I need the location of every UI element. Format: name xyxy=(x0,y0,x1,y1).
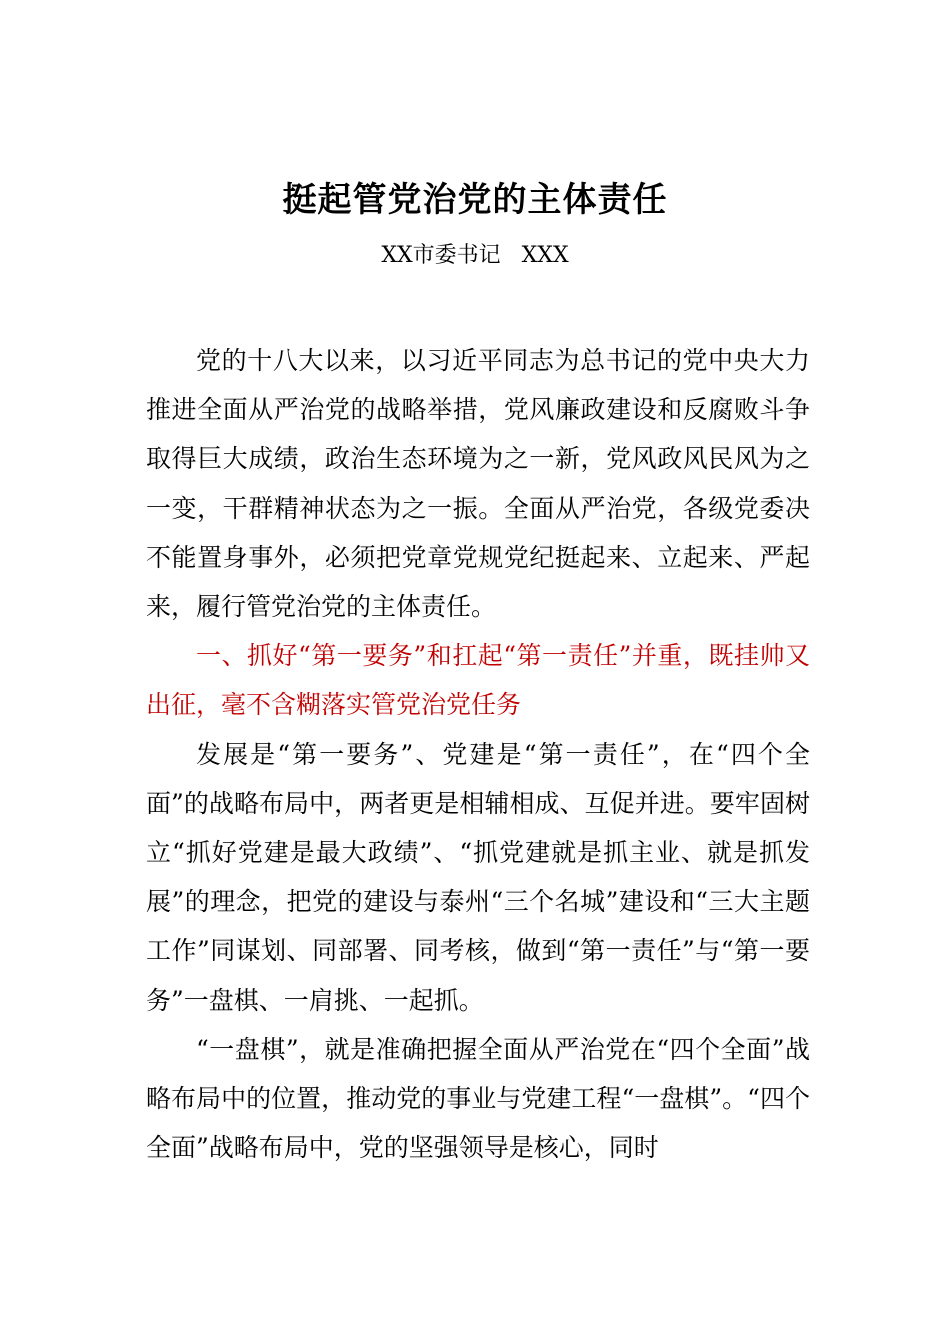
intro-paragraph: 党的十八大以来，以习近平同志为总书记的党中央大力推进全面从严治党的战略举措，党风廉政建设和反腐败斗争取得巨大成绩，政治生态环境为之一新，党风政风民风为之一变，干群精神状态为之一振。全面从严治党，各级党委决不能置身事外，必须把党章党规党纪挺起来、立起来、严起来，履行管党治党的主体责任。 xyxy=(146,346,810,622)
section-heading: 一、抓好“第一要务”和扛起“第一责任”并重，既挂帅又出征，毫不含糊落实管党治党任务 xyxy=(146,641,810,720)
document-body xyxy=(146,336,810,1172)
body-paragraph: 发展是“第一要务”、党建是“第一责任”，在“四个全面”的战略布局中，两者更是相辅相成、互促并进。要牢固树立“抓好党建是最大政绩”、“抓党建就是抓主业、就是抓发展”的理念，把党的建设与泰州“三个名城”建设和“三大主题工作”同谋划、同部署、同考核，做到“第一责任”与“第一要务”一盘棋、一肩挑、一起抓。 xyxy=(146,739,810,1015)
body-paragraph: “一盘棋”，就是准确把握全面从严治党在“四个全面”战略布局中的位置，推动党的事业与党建工程“一盘棋”。“四个全面”战略布局中，党的坚强领导是核心，同时 xyxy=(146,1034,810,1163)
document-author: XX市委书记 XXX xyxy=(381,243,569,268)
document-title: 挺起管党治党的主体责任 xyxy=(282,180,668,220)
